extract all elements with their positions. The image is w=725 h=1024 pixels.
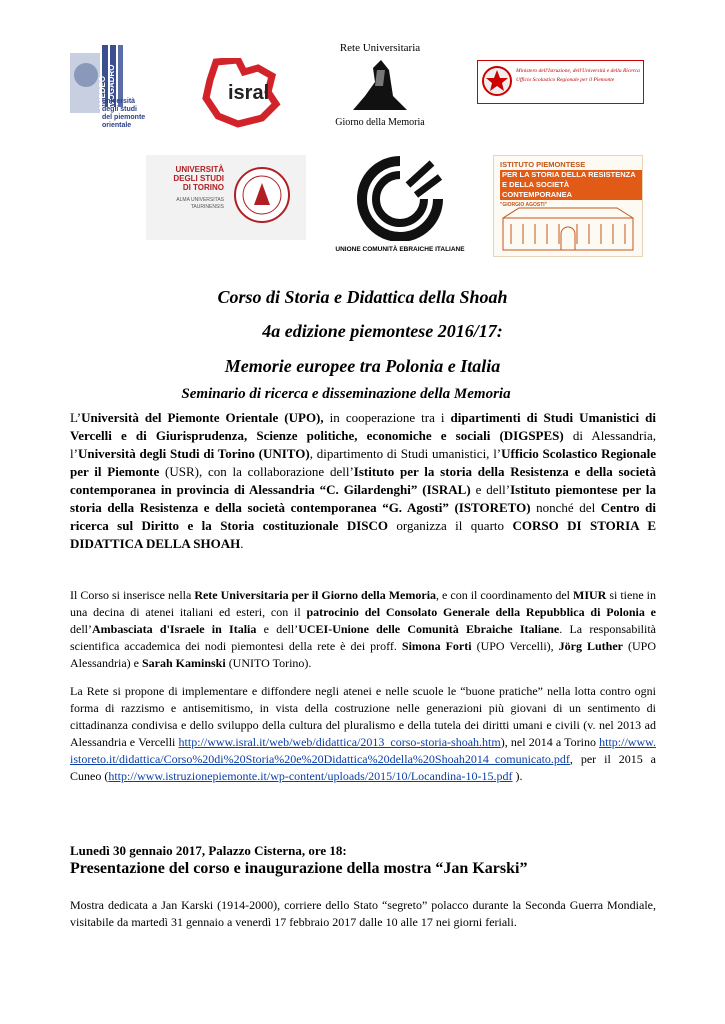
cuneo-2015-link[interactable]: http://www.istruzionepiemonte.it/wp-content/uploads/2015/10/Locandina-10-15.pdf <box>108 769 513 783</box>
upo-name: Università del Piemonte Orientale (UPO), <box>81 410 324 425</box>
intro-paragraph <box>70 409 656 553</box>
upo-text-block <box>102 98 145 130</box>
event-date: Lunedì 30 gennaio 2017, Palazzo Cisterna, ore 18: <box>70 843 347 858</box>
subtitle: Seminario di ricerca e disseminazione della Memoria <box>181 386 511 402</box>
unito-motto <box>154 197 224 211</box>
istoreto-sub: "GIORGIO AGOSTI" <box>500 202 548 208</box>
isral-2013-link[interactable]: http://www.isral.it/web/web/didattica/2013_corso-storia-shoah.htm <box>178 735 501 749</box>
text-run: (USR), con la collaborazione dell’ <box>159 464 354 479</box>
istoreto-line: PER LA STORIA DELLA RESISTENZA <box>500 170 642 180</box>
unito-motto-line: TAURINENSIS <box>190 204 224 210</box>
text-run: si tiene in una decina di atenei italiani ed esteri, con il <box>70 588 657 619</box>
text-run: (UPO Alessandria) e <box>70 639 656 670</box>
consolato-name: patrocinio del Consolato Generale della Repubblica di Polonia e <box>306 605 657 619</box>
mission-paragraph <box>70 683 656 785</box>
professor-name: Sarah Kaminski <box>141 656 226 670</box>
istoreto-2014-link[interactable]: http://www.istoreto.it/didattica/Corso%20di%20Storia%20e%20Didattica%20della%20Shoah2014_comunicato.pdf <box>70 735 656 766</box>
ministero-line: Ministero dell'Istruzione, dell'Università e della Ricerca <box>516 68 640 74</box>
course-name: CORSO DI STORIA E DIDATTICA DELLA SHOAH <box>70 518 656 551</box>
text-run: ). <box>512 769 523 783</box>
unito-name <box>154 165 224 192</box>
theme-title: Memorie europee tra Polonia e Italia <box>224 356 501 376</box>
text-run: , per il 2015 a Cuneo ( <box>70 752 656 783</box>
istoreto-logo <box>493 155 643 257</box>
text-run: Il Corso si inserisce nella <box>70 588 195 602</box>
isral-logo <box>198 58 288 128</box>
rete-sculpture-icon <box>345 56 415 112</box>
ministero-line: Ufficio Scolastico Regionale per il Piemonte <box>516 77 615 83</box>
event-description: Mostra dedicata a Jan Karski (1914-2000), corriere dello Stato “segreto” polacco durante la Seconda Guerra Mondiale, visitabile da martedì 31 gennaio a venerdì 17 febbraio 2017 dalle 10 alle 17 nei giorni feriali. <box>70 898 656 929</box>
text-run: nonché del <box>530 500 601 515</box>
istoreto-text <box>500 160 642 210</box>
unito-line: UNIVERSITÀ <box>175 165 224 174</box>
upo-line: università <box>102 98 136 105</box>
text-run: di Alessandria, l’ <box>70 428 656 461</box>
upo-line: orientale <box>102 122 132 129</box>
isral-text: isral <box>228 82 270 104</box>
unito-seal-icon <box>232 165 292 225</box>
upo-logo <box>68 43 153 138</box>
ucei-emblem-icon <box>352 155 448 241</box>
edition-title: 4a edizione piemontese 2016/17: <box>262 321 503 341</box>
palazzo-building-icon <box>499 204 637 252</box>
isral-name: Istituto per la storia della Resistenza e della società contemporanea in provincia di Alessandria “C. Gilardenghi” (ISRAL) <box>70 464 657 497</box>
unito-line: DI TORINO <box>182 183 224 192</box>
italian-emblem-icon <box>481 65 513 97</box>
text-run: ), nel 2014 a Torino <box>500 735 600 749</box>
course-title: Corso di Storia e Didattica della Shoah <box>217 287 508 307</box>
istoreto-name: Istituto piemontese per la storia della Resistenza e della società contemporanea “G. Agosti” (ISTORETO) <box>70 482 656 515</box>
rete-bottom-text: Giorno della Memoria <box>335 117 425 128</box>
text-run: in cooperazione tra i <box>323 410 451 425</box>
ministero-text <box>516 67 640 85</box>
unito-line: DEGLI STUDI <box>173 174 224 183</box>
unito-name-text: Università degli Studi di Torino (UNITO) <box>77 446 310 461</box>
rete-top-text: Rete Universitaria <box>339 42 421 54</box>
usr-name: Ufficio Scolastico Regionale per il Piemonte <box>70 446 657 479</box>
text-run: , e con il coordinamento del <box>436 588 574 602</box>
istoreto-line: ISTITUTO PIEMONTESE <box>500 160 586 169</box>
departments-name: dipartimenti di Studi Umanistici di Vercelli e di Giurisprudenza, Scienze politiche, economiche e sociali (DIGSPES) <box>70 410 656 443</box>
ministero-logo <box>477 60 644 104</box>
text-run: dell’ <box>70 622 92 636</box>
ambasciata-name: Ambasciata d'Israele in Italia <box>92 622 257 636</box>
text-run: organizza il quarto <box>388 518 513 533</box>
text-run: . <box>240 536 244 551</box>
unito-motto-line: ALMA UNIVERSITAS <box>176 197 224 203</box>
text-run: (UPO Vercelli), <box>471 639 559 653</box>
miur-name: MIUR <box>573 588 607 602</box>
upo-vertical-name: AMEDEO AVOGADRO <box>98 64 116 111</box>
text-run: L’ <box>70 410 82 425</box>
professor-name: Jörg Luther <box>558 639 623 653</box>
text-run: , dipartimento di Studi umanistici, l’ <box>309 446 502 461</box>
ucei-text: UNIONE COMUNITÀ EBRAICHE ITALIANE <box>335 246 465 253</box>
istoreto-line: E DELLA SOCIETÀ CONTEMPORANEA <box>500 180 642 200</box>
unito-logo <box>146 155 306 240</box>
professor-name: Simona Forti <box>401 639 472 653</box>
text-run: e dell’ <box>256 622 299 636</box>
upo-line: del piemonte <box>102 114 146 121</box>
ucei-name: UCEI-Unione delle Comunità Ebraiche Italiane <box>298 622 560 636</box>
text-run: . La responsabilità scientifica accademica dei nodi piemontesi della rete è dei proff. <box>70 622 656 653</box>
network-paragraph <box>70 587 656 672</box>
ucei-logo <box>330 155 470 255</box>
rete-logo <box>330 42 430 130</box>
event-title: Presentazione del corso e inaugurazione della mostra “Jan Karski” <box>70 860 528 877</box>
text-run: e dell’ <box>470 482 511 497</box>
rete-name: Rete Universitaria per il Giorno della Memoria <box>194 588 437 602</box>
disco-name: Centro di ricerca sul Diritto e la Storia costituzionale DISCO <box>70 500 656 533</box>
text-run: La Rete si propone di implementare e diffondere negli atenei e nelle scuole le “buone pratiche” nella lotta contro ogni forma di razzismo e antisemitismo, in vista della costruzione nelle generazioni più giovani di un sentimento di cittadinanza condivisa e dello sviluppo della cultura del pluralismo e della tutela dei diritti umani e civili (v. nel 2013 ad Alessandria e Vercelli <box>70 684 656 749</box>
upo-line: degli studi <box>102 106 137 113</box>
text-run: (UNITO Torino). <box>225 656 312 670</box>
